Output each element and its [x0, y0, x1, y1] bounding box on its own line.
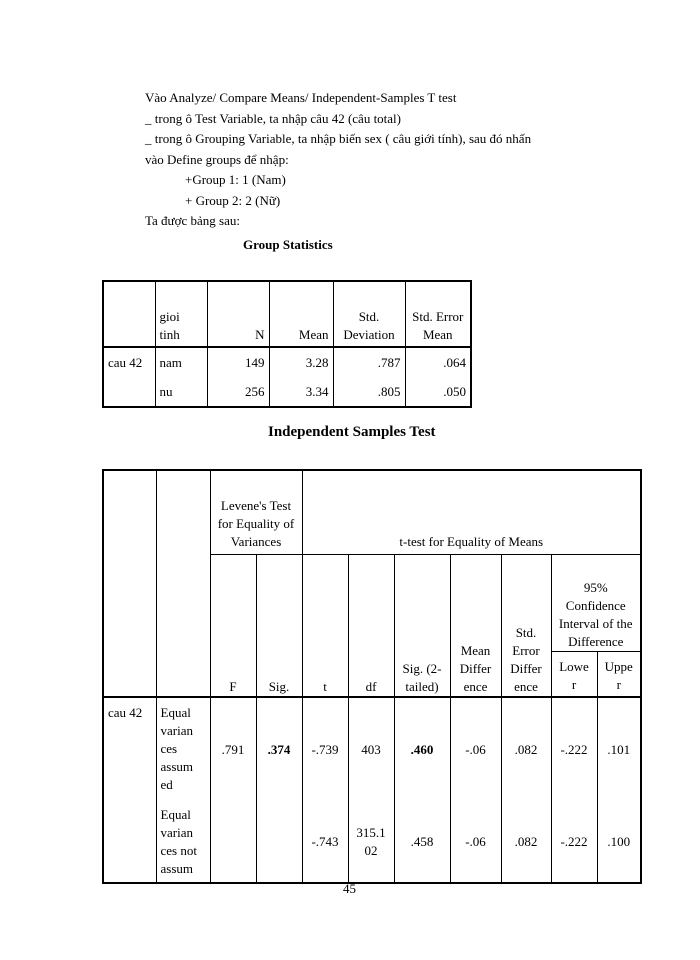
page-number: 45	[343, 881, 356, 896]
independent-samples-test-title: Independent Samples Test	[268, 424, 436, 440]
table-cell: -.06	[450, 697, 501, 802]
column-header: t	[302, 555, 348, 698]
table-cell: .082	[501, 802, 551, 883]
table-cell: -.06	[450, 802, 501, 883]
table-cell	[156, 470, 210, 697]
table-cell: .064	[405, 347, 471, 378]
table-cell	[103, 470, 156, 697]
table-cell: nam	[155, 347, 207, 378]
column-header: gioi tinh	[155, 281, 207, 347]
row-variable: cau 42	[108, 705, 143, 720]
intro-line: vào Define groups để nhập:	[145, 151, 289, 167]
column-header: df	[348, 555, 394, 698]
table-cell	[103, 378, 155, 407]
table-cell: 3.34	[269, 378, 333, 407]
row-label: Equal varian ces not assum	[156, 802, 210, 883]
table-cell: -.743	[302, 802, 348, 883]
intro-text	[145, 88, 531, 232]
table-cell: .787	[333, 347, 405, 378]
intro-line: +Group 1: 1 (Nam)	[185, 172, 286, 187]
table-cell: 315.1 02	[348, 802, 394, 883]
column-header: Std. Error Mean	[405, 281, 471, 347]
table-cell: -.222	[551, 697, 597, 802]
table-cell: .791	[210, 697, 256, 802]
table-cell	[103, 802, 156, 883]
ttest-header: t-test for Equality of Means	[302, 470, 641, 555]
table-header-row	[103, 281, 471, 347]
table-cell: .458	[394, 802, 450, 883]
table-cell: .101	[597, 697, 641, 802]
row-label: Equal varian ces assum ed	[156, 697, 210, 802]
column-header: Lowe r	[551, 652, 597, 698]
ci-header: 95% Confidence Interval of the Difference	[551, 555, 641, 652]
column-header: Uppe r	[597, 652, 641, 698]
column-header: F	[210, 555, 256, 698]
intro-line: Vào Analyze/ Compare Means/ Independent-Samples T test	[145, 90, 457, 105]
table-cell: -.222	[551, 802, 597, 883]
column-header: N	[207, 281, 269, 347]
independent-samples-test-table	[102, 469, 642, 884]
table-cell: .050	[405, 378, 471, 407]
column-header: Std. Deviation	[333, 281, 405, 347]
row-variable: cau 42	[108, 355, 143, 370]
table-cell: 149	[207, 347, 269, 378]
table-cell: -.739	[302, 697, 348, 802]
column-header: Mean Differ ence	[450, 555, 501, 698]
table-row	[103, 697, 641, 802]
table-row	[103, 347, 471, 378]
intro-line: _ trong ô Test Variable, ta nhập câu 42 (câu total)	[145, 110, 402, 126]
column-header: Std. Error Differ ence	[501, 555, 551, 698]
levene-header: Levene's Test for Equality of Variances	[210, 470, 302, 555]
table-header-row	[103, 470, 641, 555]
table-cell: .460	[394, 697, 450, 802]
table-cell: .805	[333, 378, 405, 407]
table-row	[103, 378, 471, 407]
table-cell	[210, 802, 256, 883]
group-statistics-title: Group Statistics	[243, 237, 333, 252]
column-header: Mean	[269, 281, 333, 347]
intro-line: Ta được bảng sau:	[145, 213, 240, 228]
table-cell	[256, 802, 302, 883]
table-cell	[103, 281, 155, 347]
table-cell: 3.28	[269, 347, 333, 378]
group-statistics-table	[102, 280, 472, 408]
table-cell: .100	[597, 802, 641, 883]
column-header: Sig. (2-tailed)	[394, 555, 450, 698]
column-header: Sig.	[256, 555, 302, 698]
intro-line: + Group 2: 2 (Nữ)	[185, 192, 281, 208]
table-cell: 403	[348, 697, 394, 802]
table-cell: 256	[207, 378, 269, 407]
table-cell: .082	[501, 697, 551, 802]
table-cell: .374	[256, 697, 302, 802]
table-row	[103, 802, 641, 883]
intro-line: _ trong ô Grouping Variable, ta nhập biến sex ( câu giới tính), sau đó nhấn	[145, 131, 532, 146]
table-cell: nu	[155, 378, 207, 407]
